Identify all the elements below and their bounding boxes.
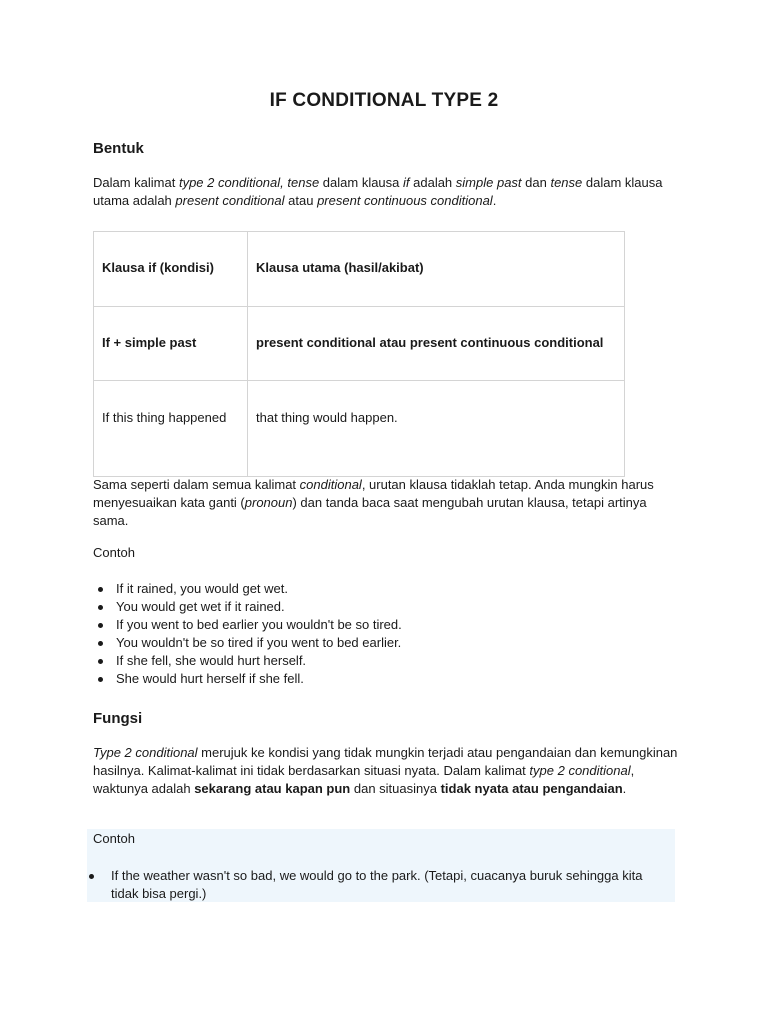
italic-segment: present continuous conditional bbox=[317, 193, 493, 208]
table-row bbox=[94, 232, 625, 307]
text-segment: Sama seperti dalam semua kalimat bbox=[93, 477, 300, 492]
contoh-label: Contoh bbox=[93, 545, 135, 560]
list-item-text: You wouldn't be so tired if you went to bed earlier. bbox=[116, 635, 402, 650]
text-segment: dalam klausa utama adalah bbox=[93, 175, 663, 208]
text-segment: dan situasinya bbox=[350, 781, 441, 796]
list-item bbox=[93, 652, 402, 670]
text-segment: atau bbox=[284, 193, 318, 208]
italic-segment: Type 2 conditional bbox=[93, 745, 198, 760]
list-item-text: If she fell, she would hurt herself. bbox=[116, 653, 307, 668]
examples-list bbox=[93, 580, 402, 688]
table-cell-text: If this thing happened bbox=[102, 410, 227, 425]
text-segment: . bbox=[492, 193, 497, 208]
text-segment: , urutan klausa tidaklah tetap. Anda mungkin harus menyesuaikan kata ganti ( bbox=[93, 477, 654, 510]
table-header-if-clause: Klausa if (kondisi) bbox=[102, 260, 214, 275]
text-segment: Dalam kalimat bbox=[93, 175, 179, 190]
list-item bbox=[93, 580, 402, 598]
text-segment: merujuk ke kondisi yang tidak mungkin terjadi atau pengandaian dan kemungkinan hasilnya. Kalimat-kalimat ini tidak berdasarkan situasi nyata. Dalam kalimat bbox=[93, 745, 678, 778]
contoh-label-2: Contoh bbox=[93, 831, 135, 846]
italic-segment: type 2 conditional, tense bbox=[178, 175, 320, 190]
bold-segment: tidak nyata atau pengandaian bbox=[440, 781, 623, 796]
table-cell bbox=[248, 307, 625, 381]
table-cell bbox=[94, 307, 248, 381]
list-item bbox=[93, 670, 402, 688]
italic-segment: if bbox=[403, 175, 410, 190]
callout-example-text: If the weather wasn't so bad, we would go to the park. (Tetapi, cuacanya buruk sehingga kita tidak bisa pergi.) bbox=[111, 868, 643, 901]
bullet-icon bbox=[89, 874, 94, 879]
heading-bentuk: Bentuk bbox=[93, 140, 144, 157]
text-segment: . bbox=[622, 781, 627, 796]
list-item-text: If it rained, you would get wet. bbox=[116, 581, 288, 596]
paragraph-order bbox=[93, 476, 683, 530]
italic-segment: conditional bbox=[299, 477, 362, 492]
bold-segment: sekarang atau kapan pun bbox=[194, 781, 351, 796]
table-header-main-clause: Klausa utama (hasil/akibat) bbox=[256, 260, 424, 275]
bullet-icon bbox=[98, 623, 103, 628]
page-title: IF CONDITIONAL TYPE 2 bbox=[269, 90, 499, 111]
text-segment: , waktunya adalah bbox=[93, 763, 635, 796]
italic-segment: simple past bbox=[455, 175, 522, 190]
list-item-text: She would hurt herself if she fell. bbox=[116, 671, 304, 686]
text-segment: ) dan tanda baca saat mengubah urutan klausa, tetapi artinya sama. bbox=[93, 495, 647, 528]
italic-segment: type 2 conditional bbox=[529, 763, 631, 778]
paragraph-bentuk bbox=[93, 174, 683, 210]
table-cell-text: that thing would happen. bbox=[256, 410, 398, 425]
table-cell bbox=[248, 232, 625, 307]
table-cell-text: If + simple past bbox=[102, 335, 197, 350]
paragraph-fungsi bbox=[93, 744, 683, 798]
list-item-text: You would get wet if it rained. bbox=[116, 599, 285, 614]
heading-fungsi: Fungsi bbox=[93, 710, 143, 727]
text-segment: dalam klausa bbox=[319, 175, 404, 190]
bullet-icon bbox=[98, 605, 103, 610]
table-cell bbox=[94, 381, 248, 477]
bullet-icon bbox=[98, 587, 103, 592]
table-cell bbox=[248, 381, 625, 477]
list-item bbox=[93, 634, 402, 652]
list-item bbox=[93, 616, 402, 634]
italic-segment: pronoun bbox=[244, 495, 293, 510]
table-row bbox=[94, 307, 625, 381]
text-segment: adalah bbox=[409, 175, 456, 190]
list-item-text: If you went to bed earlier you wouldn't be so tired. bbox=[116, 617, 402, 632]
bullet-icon bbox=[98, 677, 103, 682]
text-segment: dan bbox=[521, 175, 551, 190]
italic-segment: present conditional bbox=[175, 193, 285, 208]
bullet-icon bbox=[98, 659, 103, 664]
conditional-table bbox=[93, 231, 625, 477]
italic-segment: tense bbox=[550, 175, 583, 190]
table-row bbox=[94, 381, 625, 477]
table-cell bbox=[94, 232, 248, 307]
table-cell-text: present conditional atau present continuous conditional bbox=[256, 335, 604, 350]
bullet-icon bbox=[98, 641, 103, 646]
list-item bbox=[93, 598, 402, 616]
